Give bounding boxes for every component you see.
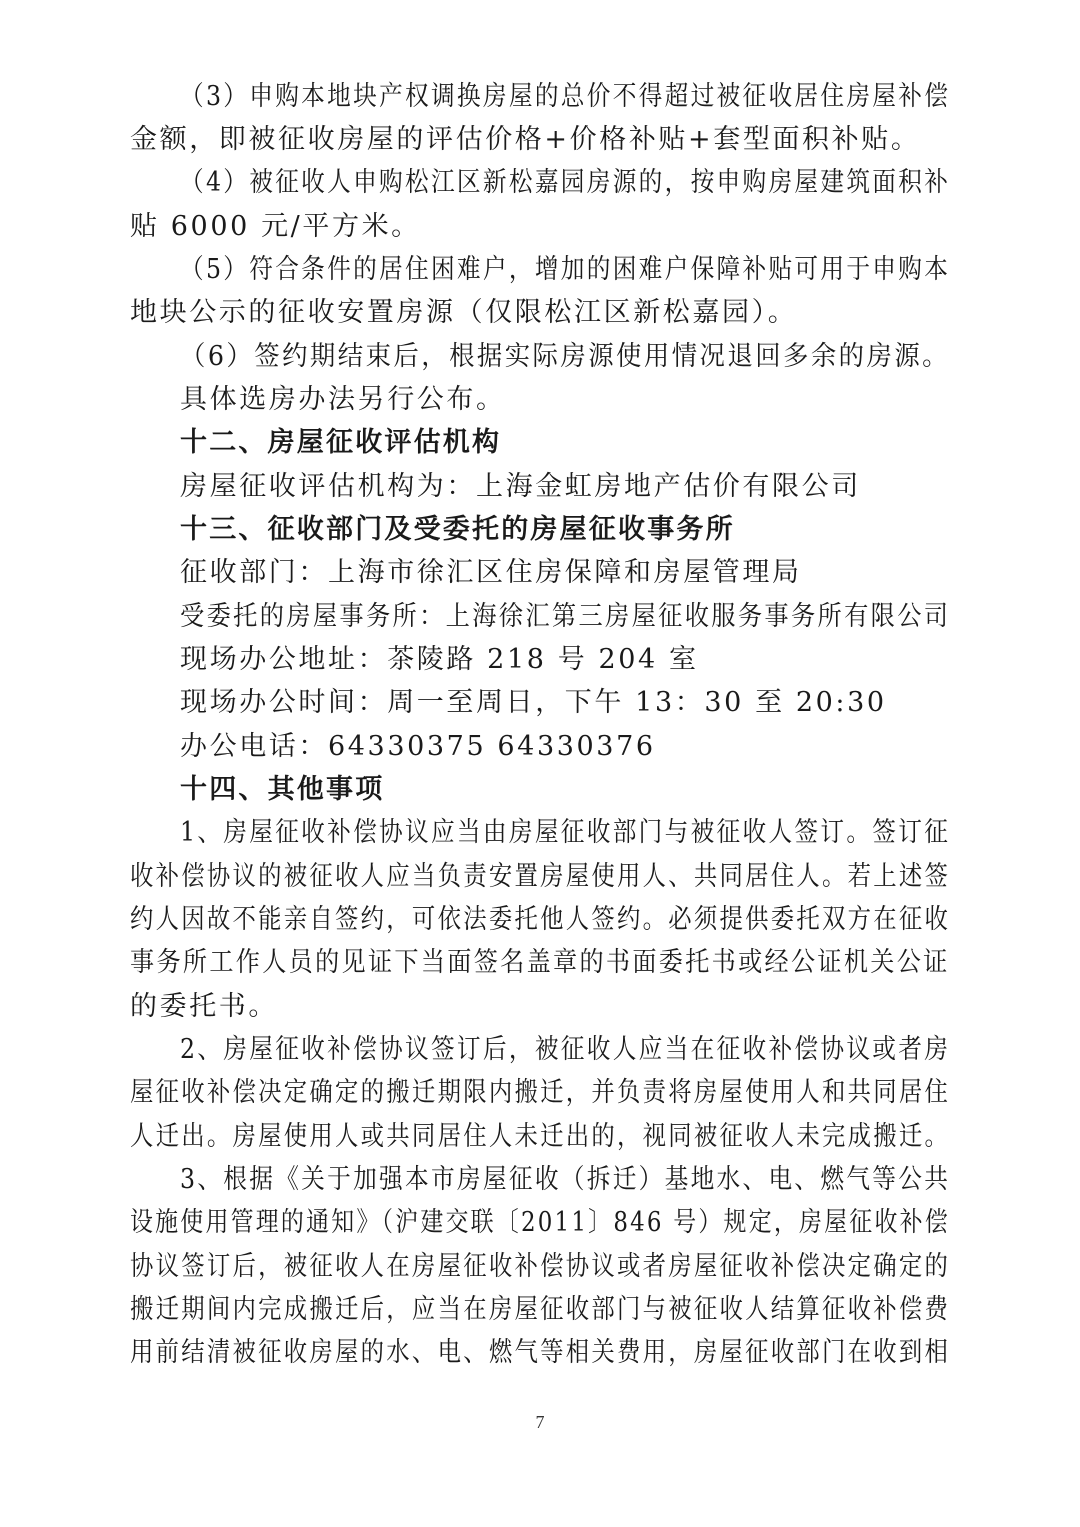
item-5-line-1: （5）符合条件的居住困难户，增加的困难户保障补贴可用于申购本 — [180, 254, 951, 285]
para-1-line: 约人因故不能亲自签约，可依法委托他人签约。必须提供委托双方在征收 — [130, 904, 951, 935]
selection-note: 具体选房办法另行公布。 — [180, 384, 506, 415]
para-3-line: 用前结清被征收房屋的水、电、燃气等相关费用，房屋征收部门在收到相 — [130, 1337, 951, 1368]
para-1-line: 1、房屋征收补偿协议应当由房屋征收部门与被征收人签订。签订征 — [180, 817, 951, 848]
para-1-line: 事务所工作人员的见证下当面签名盖章的书面委托书或经公证机关公证 — [130, 947, 950, 978]
para-2-line: 屋征收补偿决定确定的搬迁期限内搬迁，并负责将房屋使用人和共同居住 — [130, 1077, 951, 1108]
page-number: 7 — [535, 1412, 545, 1432]
item-5-line-2: 地块公示的征收安置房源（仅限松江区新松嘉园）。 — [130, 297, 798, 328]
office-address: 现场办公地址：茶陵路 218 号 204 室 — [180, 644, 699, 675]
office-phone: 办公电话：64330375 64330376 — [180, 731, 656, 762]
commissioned-office: 受委托的房屋事务所：上海徐汇第三房屋征收服务事务所有限公司 — [180, 601, 951, 632]
item-4-line-1: （4）被征收人申购松江区新松嘉园房源的，按申购房屋建筑面积补 — [180, 167, 951, 198]
section-13-heading: 十三、征收部门及受委托的房屋征收事务所 — [180, 514, 735, 545]
para-1-line: 的委托书。 — [130, 991, 278, 1022]
office-hours: 现场办公时间：周一至周日，下午 13：30 至 20:30 — [180, 687, 887, 718]
para-2-line: 2、房屋征收补偿协议签订后，被征收人应当在征收补偿协议或者房 — [180, 1034, 951, 1065]
para-3-line: 协议签订后，被征收人在房屋征收补偿协议或者房屋征收补偿决定确定的 — [130, 1251, 951, 1282]
para-3-line: 搬迁期间内完成搬迁后，应当在房屋征收部门与被征收人结算征收补偿费 — [130, 1294, 951, 1325]
item-4-line-2: 贴 6000 元/平方米。 — [130, 211, 421, 242]
para-3-line: 设施使用管理的通知》（沪建交联〔2011〕846 号）规定，房屋征收补偿 — [130, 1207, 950, 1238]
expropriation-department: 征收部门：上海市徐汇区住房保障和房屋管理局 — [180, 557, 802, 588]
item-6-line: （6）签约期结束后，根据实际房源使用情况退回多余的房源。 — [180, 341, 951, 372]
section-14-heading: 十四、其他事项 — [180, 774, 385, 805]
para-1-line: 收补偿协议的被征收人应当负责安置房屋使用人、共同居住人。若上述签 — [130, 861, 951, 892]
item-3-line-2: 金额，即被征收房屋的评估价格+价格补贴+套型面积补贴。 — [130, 124, 921, 155]
item-3-line-1: （3）申购本地块产权调换房屋的总价不得超过被征收居住房屋补偿 — [180, 81, 951, 112]
para-2-line: 人迁出。房屋使用人或共同居住人未迁出的，视同被征收人未完成搬迁。 — [130, 1121, 951, 1152]
para-3-line: 3、根据《关于加强本市房屋征收（拆迁）基地水、电、燃气等公共 — [180, 1164, 951, 1195]
section-12-heading: 十二、房屋征收评估机构 — [180, 427, 502, 458]
appraisal-agency: 房屋征收评估机构为：上海金虹房地产估价有限公司 — [180, 471, 861, 502]
